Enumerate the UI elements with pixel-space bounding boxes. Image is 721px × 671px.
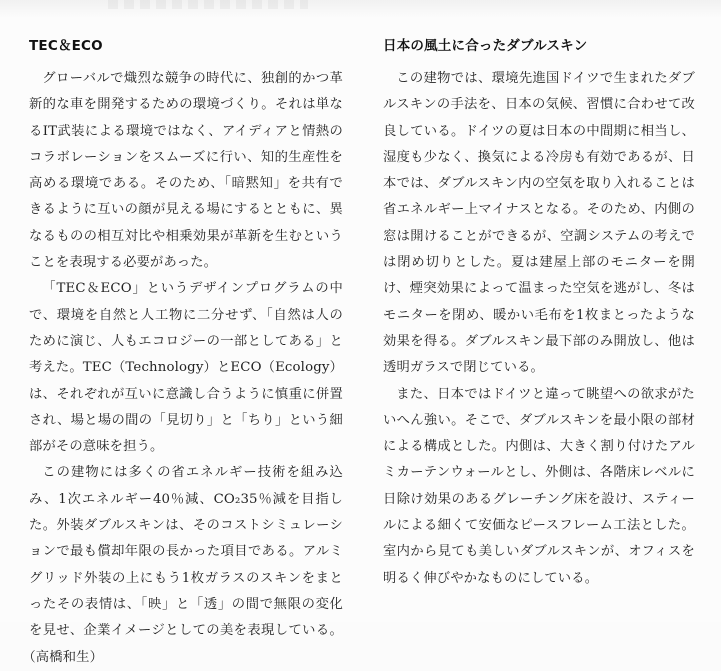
scan-top-edge <box>0 0 721 18</box>
left-paragraph-3 <box>29 460 343 670</box>
right-column <box>383 38 695 592</box>
left-paragraph-1: グローバルで熾烈な競争の時代に、独創的かつ革新的な車を開発するための環境づくり。それは単なるIT武装による環境ではなく、アイディアと情熱のコラボレーションをスムーズに行い、知的生産性を高める環境である。そのため、「暗黙知」を共有できるように互いの顔が見える場にするとともに、異なるものの相互対比や相乗効果が革新を生むということを表現する必要があった。 <box>29 71 343 271</box>
left-column <box>29 38 343 671</box>
left-heading: TEC＆ECO <box>29 38 103 54</box>
right-paragraph-1: この建物では、環境先進国ドイツで生まれたダブルスキンの手法を、日本の気候、習慣に合わせて改良している。ドイツの夏は日本の中間期に相当し、湿度も少なく、換気による冷房も有効であるが、日本では、ダブルスキン内の空気を取り入れることは省エネルギー上マイナスとなる。そのため、内側の窓は開けることができるが、空調システムの考えでは閉め切りとした。夏は建屋上部のモニターを開け、煙突効果によって温まった空気を逃がし、冬はモニターを閉め、暖かい毛布を1枚まとったような効果を得る。ダブルスキン最下部のみ開放し、他は透明ガラスで閉じている。 <box>383 71 695 376</box>
left-paragraph-3-text: この建物には多くの省エネルギー技術を組み込み、1次エネルギー40％減、CO₂35％減を目指した。外装ダブルスキンは、そのコストシミュレーションで最も償却年限の長かった項目である。アルミグリッド外装の上にもう1枚ガラスのスキンをまとったその表情は、「映」と「透」の間で無限の変化を見せ、企業イメージとしての美を表現している。 <box>29 465 343 639</box>
right-paragraph-2: また、日本ではドイツと違って眺望への欲求がたいへん強い。そこで、ダブルスキンを最小限の部材による構成とした。内側は、大きく割り付けたアルミカーテンウォールとし、外側は、各階床レベルに日除け効果のあるグレーチング床を設け、スティールによる細くて安価なピースフレーム工法とした。室内から見ても美しいダブルスキンが、オフィスを明るく伸びやかなものにしている。 <box>383 386 695 586</box>
bleed-through-artifact <box>108 0 308 9</box>
column-gutter <box>359 0 360 622</box>
right-heading: 日本の風土に合ったダブルスキン <box>383 38 588 54</box>
left-paragraph-2: 「TEC＆ECO」というデザインプログラムの中で、環境を自然と人工物に二分せず、「自然は人のために演じ、人もエコロジーの一部としてある」と考えた。TEC（Technology）とECO（Ecology）は、それぞれが互いに意識し合うように慎重に併置され、場と場の間の「見切り」と「ちり」という細部がその意味を担う。 <box>29 281 344 455</box>
author-byline: （高橋和生） <box>29 649 104 665</box>
